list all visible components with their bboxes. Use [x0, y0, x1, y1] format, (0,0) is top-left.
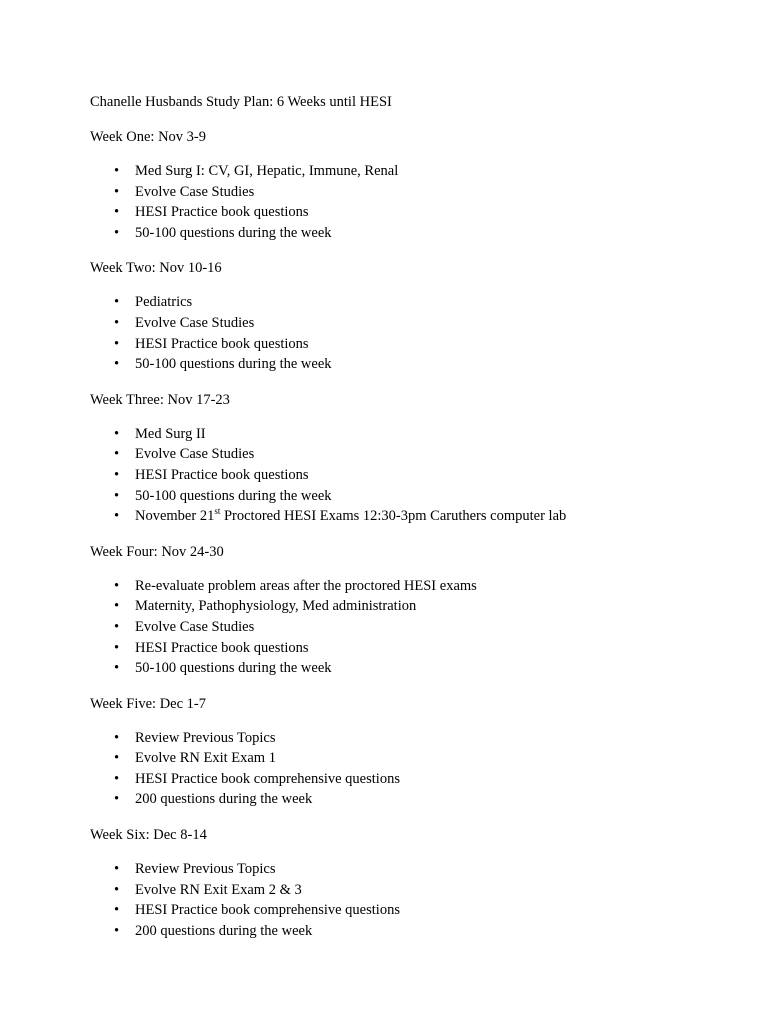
bullet-icon: •: [114, 224, 120, 241]
exam-date-text: November 21: [135, 508, 215, 525]
list-item: [90, 880, 730, 901]
list-item: [90, 728, 730, 749]
list-item-text: Review Previous Topics: [135, 729, 276, 746]
list-item-text: HESI Practice book comprehensive questions: [135, 770, 400, 787]
bullet-icon: •: [114, 314, 120, 331]
week-item-list: [90, 576, 730, 679]
bullet-icon: •: [114, 750, 120, 767]
list-item-text: Med Surg II: [135, 425, 206, 442]
list-item-text: Pediatrics: [135, 294, 193, 311]
week-five-section: [90, 694, 730, 810]
list-item-text: 50-100 questions during the week: [135, 487, 332, 504]
week-item-list: [90, 728, 730, 810]
list-item-text: Maternity, Pathophysiology, Med administration: [135, 598, 417, 615]
list-item-text: HESI Practice book questions: [135, 466, 309, 483]
bullet-icon: •: [114, 770, 120, 787]
bullet-icon: •: [114, 294, 120, 311]
list-item-text: Evolve RN Exit Exam 1: [135, 750, 276, 767]
list-item: [90, 292, 730, 313]
list-item-text: Med Surg I: CV, GI, Hepatic, Immune, Renal: [135, 163, 399, 179]
bullet-icon: •: [114, 660, 120, 677]
bullet-icon: •: [114, 356, 120, 373]
week-one-section: [90, 127, 730, 243]
bullet-icon: •: [114, 729, 120, 746]
list-item-text: 50-100 questions during the week: [135, 356, 332, 373]
exam-details-text: Proctored HESI Exams 12:30-3pm Caruthers computer lab: [220, 508, 567, 525]
ordinal-suffix: st: [214, 506, 221, 517]
week-item-list: [90, 859, 730, 941]
list-item: [90, 334, 730, 355]
list-item-text: Evolve Case Studies: [135, 618, 255, 635]
list-item: [90, 424, 730, 445]
bullet-icon: •: [114, 577, 120, 594]
bullet-icon: •: [114, 618, 120, 635]
list-item: [90, 658, 730, 679]
bullet-icon: •: [114, 204, 120, 221]
bullet-icon: •: [114, 881, 120, 898]
week-heading: Week Two: Nov 10-16: [90, 260, 222, 277]
week-heading: Week Three: Nov 17-23: [90, 391, 230, 408]
week-item-list: [90, 424, 730, 527]
list-item: [90, 921, 730, 942]
bullet-icon: •: [114, 639, 120, 656]
document-page: [90, 92, 730, 941]
list-item-text: 200 questions during the week: [135, 791, 313, 808]
bullet-icon: •: [114, 922, 120, 939]
bullet-icon: •: [114, 446, 120, 463]
list-item: [90, 182, 730, 203]
week-three-section: [90, 390, 730, 527]
list-item: [90, 444, 730, 465]
list-item: [90, 859, 730, 880]
list-item-text: Evolve Case Studies: [135, 183, 255, 200]
list-item: [90, 223, 730, 244]
bullet-icon: •: [114, 163, 120, 179]
list-item-text: Evolve RN Exit Exam 2 & 3: [135, 881, 302, 898]
bullet-icon: •: [114, 466, 120, 483]
list-item: [90, 576, 730, 597]
list-item-text: HESI Practice book questions: [135, 639, 309, 656]
week-heading: Week Five: Dec 1-7: [90, 695, 206, 712]
list-item: [90, 617, 730, 638]
list-item: [90, 486, 730, 507]
list-item: [90, 789, 730, 810]
bullet-icon: •: [114, 183, 120, 200]
bullet-icon: •: [114, 335, 120, 352]
list-item: [90, 354, 730, 375]
list-item: [90, 769, 730, 790]
list-item-text: HESI Practice book comprehensive questions: [135, 902, 400, 919]
list-item: [90, 313, 730, 334]
list-item-text: Evolve Case Studies: [135, 314, 255, 331]
bullet-icon: •: [114, 861, 120, 878]
bullet-icon: •: [114, 791, 120, 808]
bullet-icon: •: [114, 508, 120, 525]
list-item-text: Evolve Case Studies: [135, 446, 255, 463]
list-item: [90, 638, 730, 659]
list-item-proctored-exam: [90, 506, 730, 527]
week-item-list: [90, 292, 730, 374]
list-item: [90, 202, 730, 223]
bullet-icon: •: [114, 487, 120, 504]
week-heading: Week One: Nov 3-9: [90, 129, 207, 145]
list-item: [90, 465, 730, 486]
list-item-text: HESI Practice book questions: [135, 335, 309, 352]
document-title: Chanelle Husbands Study Plan: 6 Weeks until HESI: [90, 94, 392, 110]
list-item-text: 200 questions during the week: [135, 922, 313, 939]
bullet-icon: •: [114, 902, 120, 919]
week-four-section: [90, 542, 730, 679]
week-two-section: [90, 258, 730, 374]
list-item-text: Review Previous Topics: [135, 861, 276, 878]
bullet-icon: •: [114, 425, 120, 442]
list-item-text: HESI Practice book questions: [135, 204, 309, 221]
week-heading: Week Six: Dec 8-14: [90, 827, 207, 844]
week-heading: Week Four: Nov 24-30: [90, 543, 224, 560]
list-item-text: Re-evaluate problem areas after the proctored HESI exams: [135, 577, 477, 594]
list-item: [90, 596, 730, 617]
bullet-icon: •: [114, 598, 120, 615]
week-six-section: [90, 825, 730, 941]
list-item-text: 50-100 questions during the week: [135, 660, 332, 677]
week-item-list: [90, 161, 730, 243]
list-item: [90, 748, 730, 769]
list-item-text: 50-100 questions during the week: [135, 224, 332, 241]
list-item: [90, 900, 730, 921]
list-item: [90, 161, 730, 182]
